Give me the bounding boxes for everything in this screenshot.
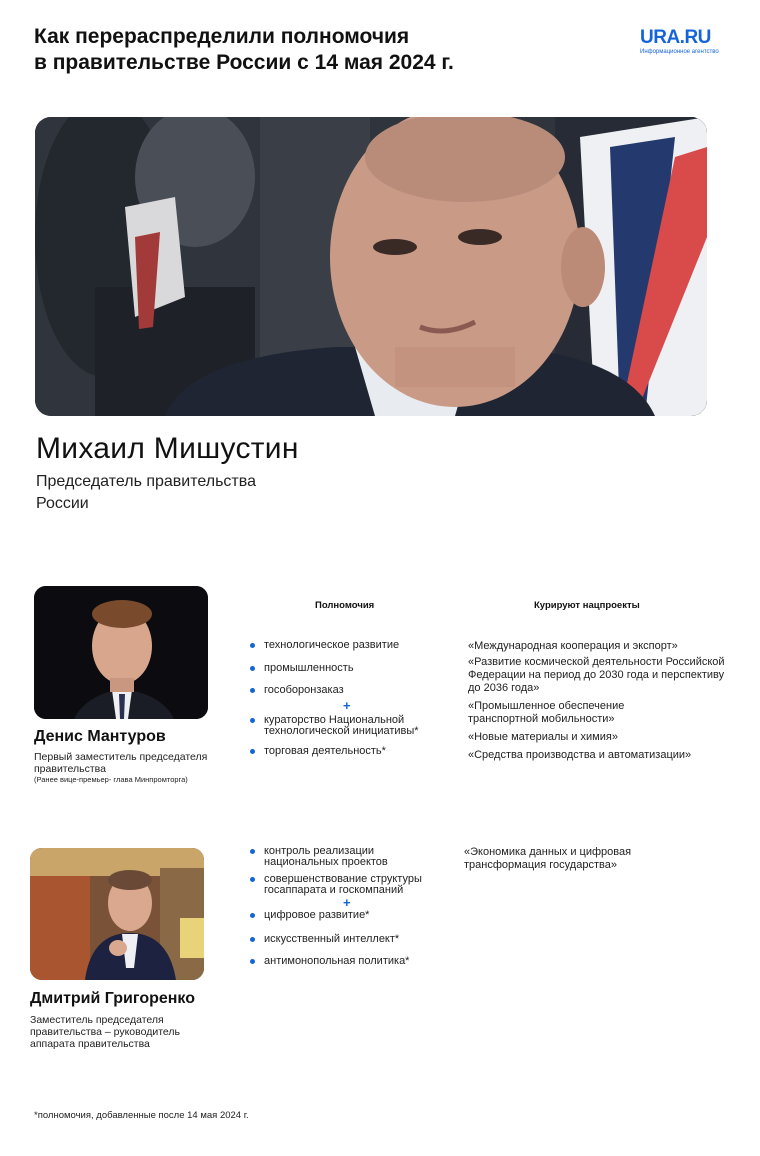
list-item: контроль реализации национальных проектов [250, 846, 414, 867]
list-item: искусственный интеллект* [250, 934, 454, 945]
list-item: «Средства производства и автоматизации» [468, 749, 692, 761]
person2-powers-list [250, 846, 450, 976]
bullet-dot-icon [250, 749, 255, 754]
main-role-line-1: Председатель правительства [36, 473, 256, 490]
list-item: «Промышленное обеспечение транспортной мобильности» [468, 700, 625, 725]
bullet-dot-icon [250, 666, 255, 671]
person1-portrait [34, 586, 208, 719]
person2-role-line-3: аппарата правительства [30, 1038, 150, 1050]
main-role-line-2: России [36, 495, 89, 512]
portrait-illustration [35, 117, 707, 416]
bullet-dot-icon [250, 643, 255, 648]
bullet-dot-icon [250, 913, 255, 918]
bullet-dot-icon [250, 688, 255, 693]
list-item: «Экономика данных и цифровая трансформация государства» [464, 846, 632, 871]
list-item: «Новые материалы и химия» [468, 731, 618, 743]
title-line-2: в правительстве России с 14 мая 2024 г. [34, 51, 454, 74]
main-person-role [36, 471, 336, 515]
main-person-name: Михаил Мишустин [36, 432, 299, 465]
list-item: антимонопольная политика* [250, 956, 454, 967]
list-item: гособоронзаказ [250, 685, 454, 696]
logo-subtitle: Информационное агентство [640, 49, 719, 55]
list-item: совершенствование структуры госаппарата и госкомпаний [250, 874, 459, 895]
person1-role-line-1: Первый заместитель председателя [34, 751, 208, 763]
plus-icon: + [343, 895, 351, 910]
list-item: кураторство Национальной технологической инициативы* [250, 715, 454, 736]
plus-icon: + [343, 698, 351, 713]
list-item: промышленность [250, 663, 454, 674]
person1-photo [34, 586, 208, 719]
list-item: торговая деятельность* [250, 746, 454, 757]
bullet-dot-icon [250, 877, 255, 882]
bullet-dot-icon [250, 849, 255, 854]
list-item: «Международная кооперация и экспорт» [468, 640, 678, 652]
list-item: «Развитие космической деятельности Российской Федерации на период до 2030 года и перспективу до 2036 года» [468, 656, 725, 694]
person1-note: (Ранее вице-премьер- глава Минпромторга) [34, 775, 188, 784]
person1-role [34, 751, 234, 775]
person1-name: Денис Мантуров [34, 728, 166, 745]
powers-header: Полномочия [315, 600, 375, 611]
person2-role-line-1: Заместитель председателя [30, 1014, 164, 1026]
bullet-dot-icon [250, 718, 255, 723]
bullet-dot-icon [250, 937, 255, 942]
bullet-dot-icon [250, 959, 255, 964]
person2-role [30, 1014, 230, 1050]
title-line-1: Как перераспределили полномочия [34, 25, 410, 48]
page-title [34, 24, 554, 76]
person1-projects-list [468, 640, 738, 770]
list-item: технологическое развитие [250, 640, 454, 651]
list-item: цифровое развитие* [250, 910, 454, 921]
person2-projects-list [464, 846, 674, 886]
person2-photo [30, 848, 204, 980]
ura-logo[interactable] [640, 28, 730, 56]
person2-role-line-2: правительства – руководитель [30, 1026, 180, 1038]
footnote: *полномочия, добавленные после 14 мая 2024 г. [34, 1110, 249, 1121]
logo-text: URA.RU [640, 27, 711, 48]
person1-role-line-2: правительства [34, 763, 106, 775]
person2-name: Дмитрий Григоренко [30, 990, 195, 1007]
person2-portrait [30, 848, 204, 980]
main-person-photo [35, 117, 707, 416]
projects-header: Курируют нацпроекты [534, 600, 640, 611]
